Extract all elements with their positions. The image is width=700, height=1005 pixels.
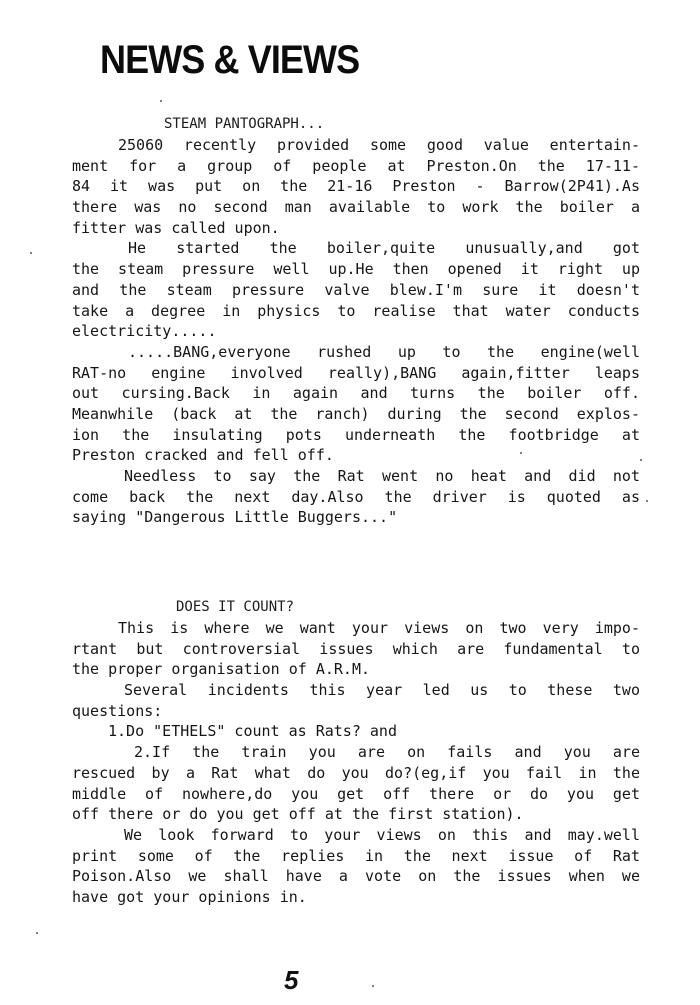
article-line: the proper organisation of A.R.M. <box>72 660 371 679</box>
page-number: 5 <box>284 965 299 995</box>
article-line: RAT-no engine involved really),BANG again,fitter leaps <box>72 363 640 382</box>
article-line: 25060 recently provided some good value entertain- <box>118 136 640 154</box>
scan-speck <box>372 985 374 987</box>
article-line: This is where we want your views on two very impo- <box>118 619 640 637</box>
article-line: the steam pressure well up.He then opened it right up <box>72 260 640 279</box>
article-title: STEAM PANTOGRAPH... <box>164 116 325 132</box>
article-line: there was no second man available to work the boiler a <box>72 198 640 217</box>
article-line: We look forward to your views on this and may.well <box>124 825 640 844</box>
article-line: Several incidents this year led us to these two <box>124 681 640 700</box>
article-line: Meanwhile (back at the ranch) during the second explos- <box>72 404 640 423</box>
article-line: and the steam pressure valve blew.I'm sure it doesn't <box>72 280 640 299</box>
scan-speck <box>30 252 32 254</box>
scan-speck <box>160 100 162 102</box>
article-line: come back the next day.Also the driver is quoted as <box>72 487 640 506</box>
article-line: take a degree in physics to realise that water conducts <box>72 301 640 320</box>
article-line: 1.Do "ETHELS" count as Rats? and <box>108 722 397 741</box>
article-does-it-count <box>72 597 640 908</box>
article-line: electricity..... <box>72 322 217 341</box>
article-line: 2.If the train you are on fails and you are <box>134 743 640 762</box>
article-line: ion the insulating pots underneath the footbridge at <box>72 425 640 444</box>
article-line: off there or do you get off at the first station). <box>72 805 524 824</box>
article-line: fitter was called upon. <box>72 218 280 237</box>
article-line: ment for a group of people at Preston.On the 17-11- <box>72 156 640 175</box>
article-line: He started the boiler,quite unusually,and got <box>128 239 640 258</box>
article-line: have got your opinions in. <box>72 887 307 906</box>
scan-speck <box>646 500 648 502</box>
article-line: Poison.Also we shall have a vote on the issues when we <box>72 867 640 886</box>
article-line: Preston cracked and fell off. <box>72 446 334 465</box>
article-line: out cursing.Back in again and turns the boiler off. <box>72 384 640 403</box>
article-line: middle of nowhere,do you get off there or do you get <box>72 784 640 803</box>
article-line: rescued by a Rat what do you do?(eg,if you fail in the <box>72 763 640 782</box>
article-line: .....BANG,everyone rushed up to the engine(well <box>128 342 640 361</box>
masthead-title: NEWS & VIEWS <box>100 38 360 82</box>
article-line: questions: <box>72 701 163 720</box>
scan-speck <box>36 932 38 934</box>
article-steam-pantograph <box>72 114 640 528</box>
article-line: Needless to say the Rat went no heat and did not <box>124 467 640 485</box>
article-line: saying "Dangerous Little Buggers..." <box>72 508 398 527</box>
article-title: DOES IT COUNT? <box>176 599 295 615</box>
scan-speck <box>640 459 642 461</box>
article-line: print some of the replies in the next issue of Rat <box>72 846 640 865</box>
article-line: 84 it was put on the 21-16 Preston - Barrow(2P41).As <box>72 177 640 196</box>
scan-speck <box>520 452 522 454</box>
article-line: rtant but controversial issues which are fundamental to <box>72 639 640 658</box>
